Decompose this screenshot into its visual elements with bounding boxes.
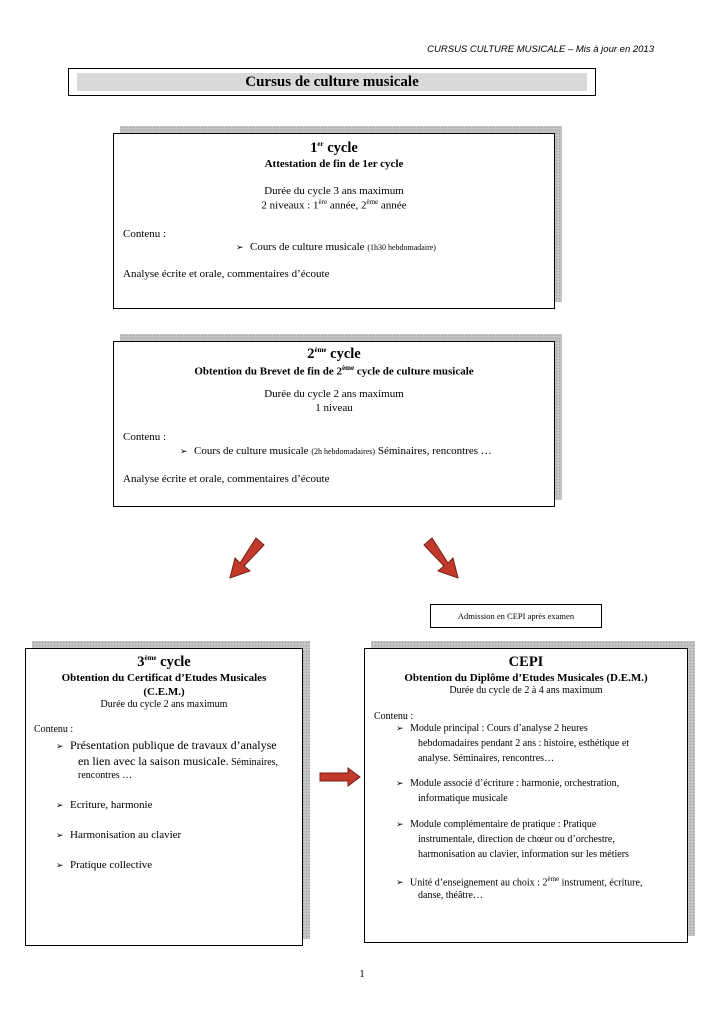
- cycle1-box: [113, 133, 555, 309]
- cycle1-title: 1er cycle: [310, 140, 358, 156]
- bullet-arrow-icon: ➢: [56, 800, 64, 810]
- bullet-arrow-icon: ➢: [396, 819, 404, 829]
- cycle2-subtitle: Obtention du Brevet de fin de 2ème cycle de culture musicale: [194, 364, 474, 378]
- cepi-item-3-line2: instrumentale, direction de chœur ou d’orchestre,: [418, 834, 615, 845]
- cycle3-subtitle-2: (C.E.M.): [143, 686, 185, 698]
- cepi-item-2-line2: informatique musicale: [418, 793, 508, 804]
- cycle2-content-label: Contenu :: [123, 431, 167, 443]
- page-number: 1: [359, 968, 365, 980]
- cycle3-duration: Durée du cycle 2 ans maximum: [100, 699, 228, 710]
- arrow-right-icon: [318, 766, 362, 788]
- cepi-item-3: ➢ Module complémentaire de pratique : Pratique: [396, 819, 597, 830]
- cycle3-title: 3ème cycle: [137, 654, 191, 670]
- cepi-item-2: ➢ Module associé d’écriture : harmonie, orchestration,: [396, 778, 620, 789]
- cepi-item-4: ➢ Unité d’enseignement au choix : 2ème instrument, écriture,: [396, 875, 643, 889]
- cycle3-content-label: Contenu :: [34, 724, 74, 735]
- cycle2-duration: Durée du cycle 2 ans maximum: [264, 388, 404, 400]
- cycle1-content-label: Contenu :: [123, 228, 167, 240]
- admission-box: [430, 604, 602, 628]
- cycle3-item-3: ➢ Harmonisation au clavier: [56, 829, 182, 841]
- cepi-item-4-line2: danse, théâtre…: [418, 890, 483, 901]
- cycle1-subtitle: Attestation de fin de 1er cycle: [264, 158, 404, 170]
- cycle1-item: ➢ Cours de culture musicale (1h30 hebdomadaire): [236, 241, 436, 253]
- bullet-arrow-icon: ➢: [56, 860, 64, 870]
- cepi-duration: Durée du cycle de 2 à 4 ans maximum: [449, 685, 603, 696]
- bullet-arrow-icon: ➢: [236, 242, 244, 252]
- cycle3-item-1-line3: rencontres …: [78, 770, 133, 781]
- cepi-item-1: ➢ Module principal : Cours d’analyse 2 heures: [396, 723, 588, 734]
- cepi-item-1-line3: analyse. Séminaires, rencontres…: [418, 753, 555, 764]
- arrow-down-left-icon: [226, 536, 266, 582]
- page-header: CURSUS CULTURE MUSICALE – Mis à jour en 2013: [427, 44, 654, 55]
- cepi-box: [364, 648, 688, 943]
- cycle2-title: 2ème cycle: [307, 346, 361, 362]
- cepi-item-3-line3: harmonisation au clavier, information sur les métiers: [418, 849, 629, 860]
- cycle3-item-4: ➢ Pratique collective: [56, 859, 153, 871]
- bullet-arrow-icon: ➢: [56, 830, 64, 840]
- arrow-down-right-icon: [422, 536, 462, 582]
- bullet-arrow-icon: ➢: [396, 723, 404, 733]
- cycle1-levels: 2 niveaux : 1ère année, 2ème année: [261, 198, 407, 212]
- cepi-item-1-line2: hebdomadaires pendant 2 ans : histoire, esthétique et: [418, 738, 630, 749]
- cycle3-item-2: ➢ Ecriture, harmonie: [56, 799, 153, 811]
- document-title: Cursus de culture musicale: [77, 73, 587, 91]
- admission-text: Admission en CEPI après examen: [457, 611, 575, 621]
- cycle3-box: [25, 648, 303, 946]
- bullet-arrow-icon: ➢: [396, 778, 404, 788]
- bullet-arrow-icon: ➢: [56, 741, 64, 751]
- cycle3-item-1: ➢ Présentation publique de travaux d’analyse: [56, 738, 277, 752]
- cycle3-item-1-line2: en lien avec la saison musicale. Séminaires,: [78, 754, 279, 768]
- cepi-subtitle: Obtention du Diplôme d’Etudes Musicales (D.E.M.): [404, 672, 648, 684]
- cycle2-box: [113, 341, 555, 507]
- cycle2-analysis: Analyse écrite et orale, commentaires d’écoute: [123, 473, 330, 485]
- title-box: [68, 68, 596, 96]
- cycle3-subtitle-1: Obtention du Certificat d’Etudes Musicales: [61, 672, 267, 684]
- cycle1-duration: Durée du cycle 3 ans maximum: [264, 185, 404, 197]
- cepi-content-label: Contenu :: [374, 711, 414, 722]
- bullet-arrow-icon: ➢: [180, 446, 188, 456]
- cycle2-level: 1 niveau: [315, 402, 353, 414]
- cycle1-analysis: Analyse écrite et orale, commentaires d’écoute: [123, 268, 330, 280]
- bullet-arrow-icon: ➢: [396, 877, 404, 888]
- cycle2-item: ➢ Cours de culture musicale (2h hebdomadaires) Séminaires, rencontres …: [180, 445, 492, 457]
- cepi-title: CEPI: [508, 654, 544, 670]
